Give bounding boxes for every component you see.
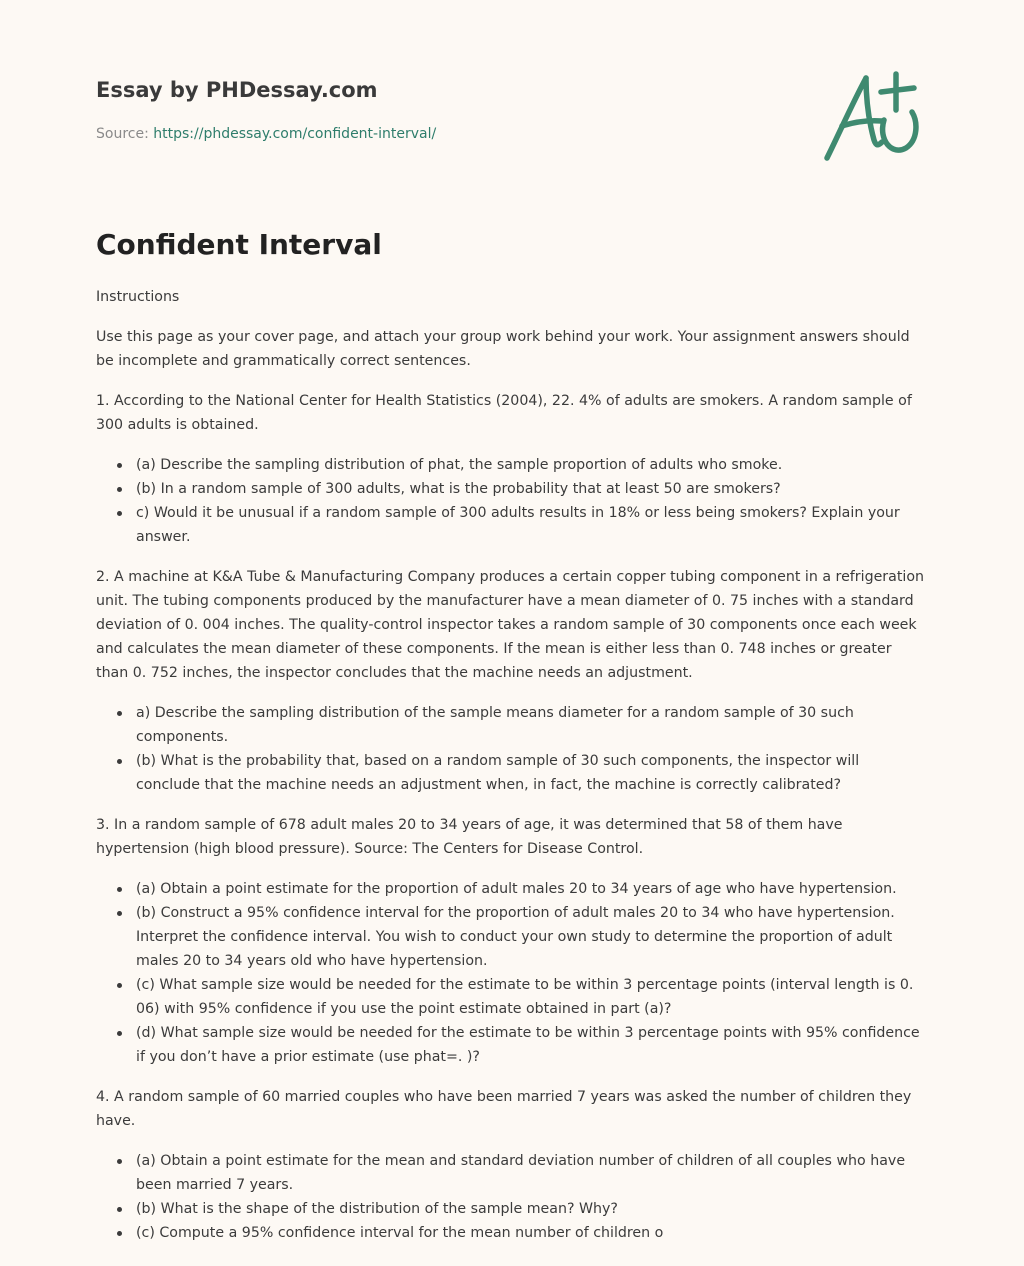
source-line bbox=[96, 124, 736, 144]
list-item: c) Would it be unusual if a random sample of 300 adults results in 18% or less being smokers? Explain your answer. bbox=[136, 501, 926, 549]
source-link[interactable]: https://phdessay.com/confident-interval/ bbox=[153, 126, 437, 142]
page-title: Confident Interval bbox=[96, 228, 382, 261]
question-4-list bbox=[96, 1149, 926, 1245]
list-item: (a) Describe the sampling distribution of phat, the sample proportion of adults who smoke. bbox=[136, 453, 926, 477]
list-item: (a) Obtain a point estimate for the mean and standard deviation number of children of all couples who have been married 7 years. bbox=[136, 1149, 926, 1197]
list-item: (c) Compute a 95% confidence interval for the mean number of children o bbox=[136, 1221, 926, 1245]
list-item: (b) What is the probability that, based on a random sample of 30 such components, the inspector will conclude that the machine needs an adjustment when, in fact, the machine is correctly calibrated? bbox=[136, 749, 926, 797]
list-item: (b) What is the shape of the distribution of the sample mean? Why? bbox=[136, 1197, 926, 1221]
question-4: 4. A random sample of 60 married couples who have been married 7 years was asked the number of children they have. bbox=[96, 1089, 912, 1129]
question-1-list bbox=[96, 453, 926, 549]
source-label: Source: bbox=[96, 126, 154, 142]
question-2: 2. A machine at K&A Tube & Manufacturing Company produces a certain copper tubing component in a refrigeration unit. The tubing components produced by the manufacturer have a mean diameter of 0. 75 inches with a standard deviation of 0. 004 inches. The quality-control inspector takes a random sample of 30 components once each week and calculates the mean diameter of these components. If the mean is either less than 0. 748 inches or greater than 0. 752 inches, the inspector concludes that the machine needs an adjustment. bbox=[96, 569, 925, 681]
question-2-list bbox=[96, 701, 926, 797]
brand-title: Essay by PHDessay.com bbox=[96, 78, 378, 102]
list-item: (b) Construct a 95% confidence interval for the proportion of adult males 20 to 34 who have hypertension. Interpret the confidence interval. You wish to conduct your own study to determine the proportion of adult males 20 to 34 years old who have hypertension. bbox=[136, 901, 926, 973]
instructions-label: Instructions bbox=[96, 289, 180, 305]
question-1: 1. According to the National Center for Health Statistics (2004), 22. 4% of adults are smokers. A random sample of 300 adults is obtained. bbox=[96, 393, 912, 433]
intro-paragraph: Use this page as your cover page, and attach your group work behind your work. Your assignment answers should be incomplete and grammatically correct sentences. bbox=[96, 329, 910, 369]
list-item: a) Describe the sampling distribution of the sample means diameter for a random sample of 30 such components. bbox=[136, 701, 926, 749]
list-item: (a) Obtain a point estimate for the proportion of adult males 20 to 34 years of age who have hypertension. bbox=[136, 877, 926, 901]
list-item: (b) In a random sample of 300 adults, what is the probability that at least 50 are smokers? bbox=[136, 477, 926, 501]
a-plus-grade-logo-icon bbox=[818, 66, 930, 166]
essay-body bbox=[96, 285, 926, 1261]
list-item: (c) What sample size would be needed for the estimate to be within 3 percentage points (interval length is 0. 06) with 95% confidence if you use the point estimate obtained in part (a)? bbox=[136, 973, 926, 1021]
list-item: (d) What sample size would be needed for the estimate to be within 3 percentage points with 95% confidence if you don’t have a prior estimate (use phat=. )? bbox=[136, 1021, 926, 1069]
question-3: 3. In a random sample of 678 adult males 20 to 34 years of age, it was determined that 58 of them have hypertension (high blood pressure). Source: The Centers for Disease Control. bbox=[96, 817, 843, 857]
question-3-list bbox=[96, 877, 926, 1069]
site-header bbox=[96, 76, 736, 144]
